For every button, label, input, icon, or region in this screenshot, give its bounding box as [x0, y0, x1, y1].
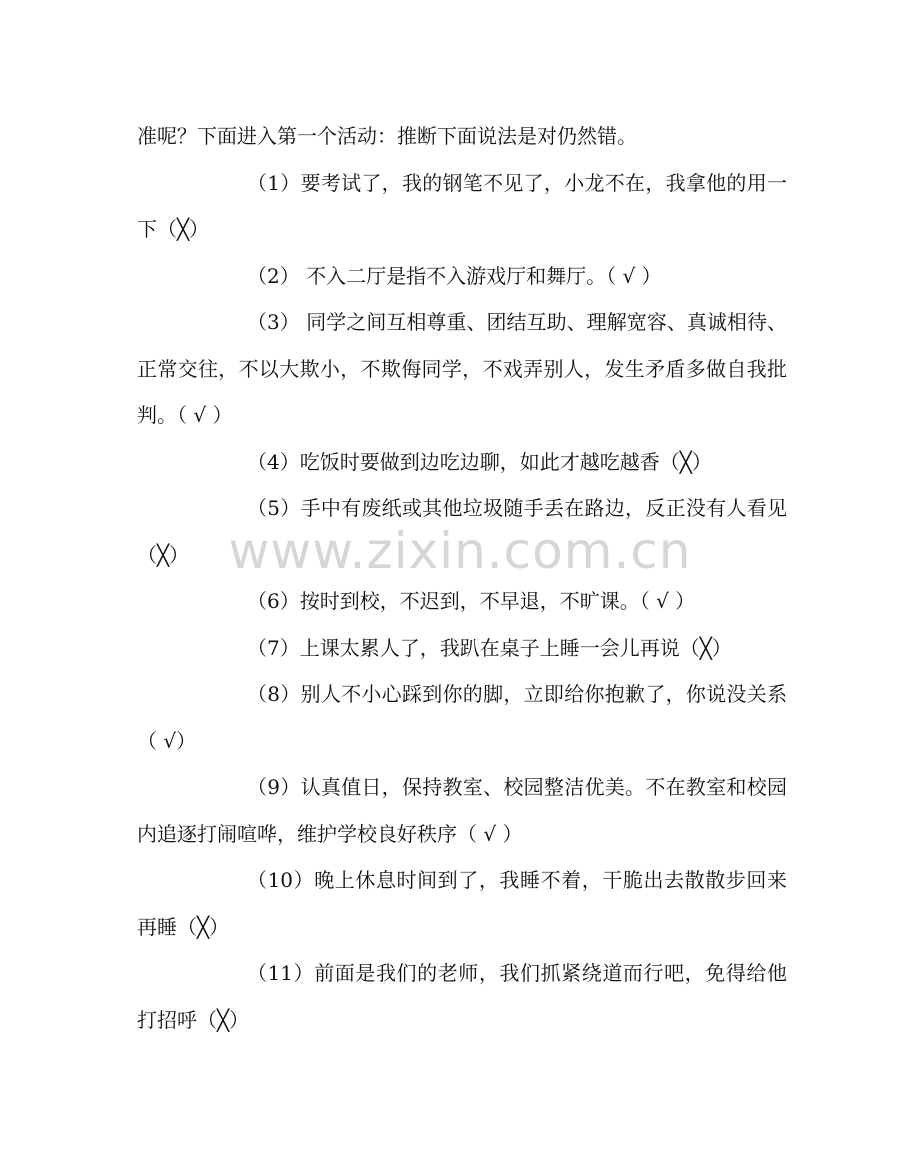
document-body	[137, 113, 787, 1043]
list-item: （2） 不入二厅是指不入游戏厅和舞厅。（ √ ）	[247, 263, 662, 288]
list-item: （9）认真值日，保持教室、校园整洁优美。不在教室和校园内追逐打闹喧哗，维护学校良好秩序（ √ ）	[137, 775, 787, 846]
list-item: （5）手中有废纸或其他垃圾随手丢在路边，反正没有人看见（╳）	[137, 496, 787, 567]
list-item: （4）吃饭时要做到边吃边聊，如此才越吃越香（╳）	[247, 449, 712, 474]
list-item: （7）上课太累人了，我趴在桌子上睡一会儿再说（╳）	[247, 635, 732, 660]
intro-paragraph: 准呢？下面进入第一个活动：推断下面说法是对仍然错。	[137, 124, 637, 148]
list-item: （11）前面是我们的老师，我们抓紧绕道而行吧，免得给他打招呼（╳）	[137, 961, 787, 1032]
list-item: （6）按时到校，不迟到，不早退，不旷课。（ √ ）	[247, 589, 696, 613]
list-item: （3） 同学之间互相尊重、团结互助、理解宽容、真诚相待、正常交往，不以大欺小，不欺侮同学，不戏弄别人，发生矛盾多做自我批判。（ √ ）	[137, 310, 787, 427]
watermark: www.zixin.com.cn	[228, 522, 692, 580]
list-item: （10）晚上休息时间到了，我睡不着，干脆出去散散步回来再睡（╳）	[137, 868, 787, 939]
list-item: （1）要考试了，我的钢笔不见了，小龙不在，我拿他的用一下（╳）	[137, 170, 787, 241]
list-item: （8）别人不小心踩到你的脚，立即给你抱歉了，你说没关系（ √）	[137, 682, 787, 753]
